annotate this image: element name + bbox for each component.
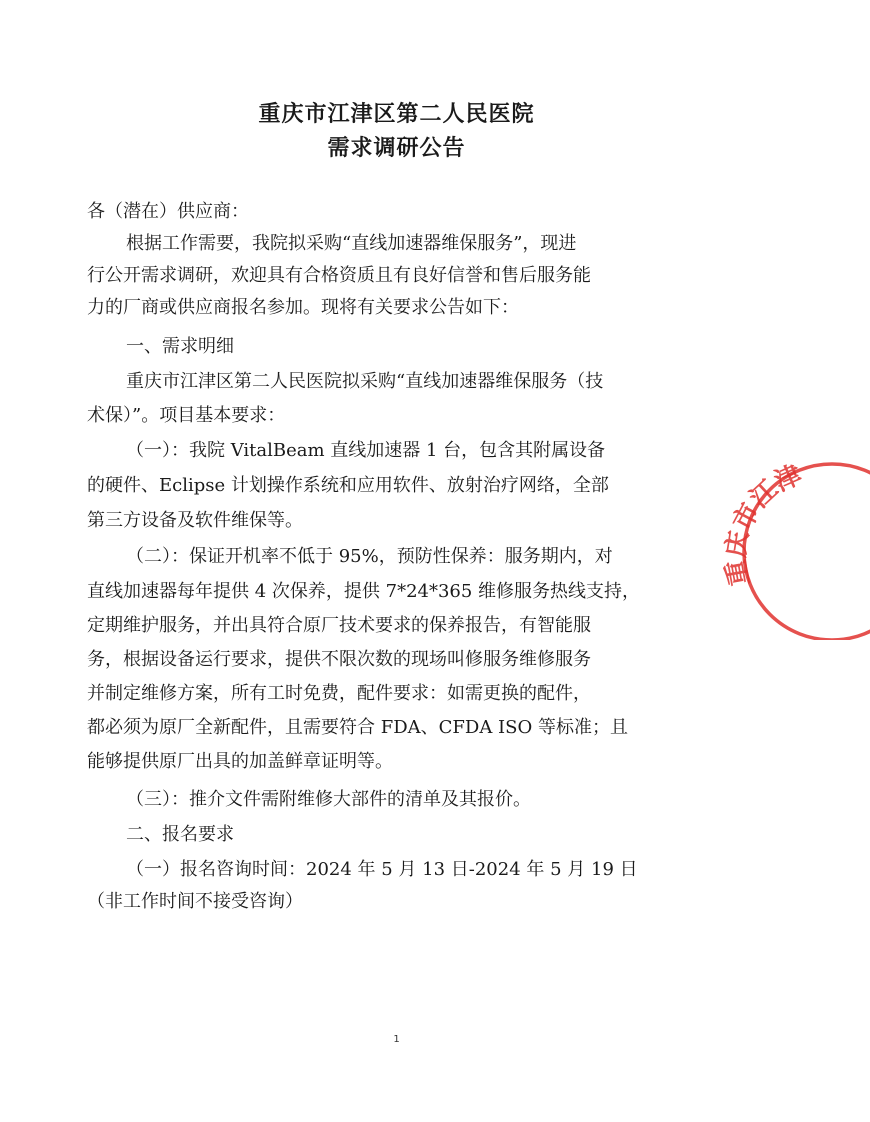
paragraph-line: 定期维护服务，并出具符合原厂技术要求的保养报告，有智能服 — [87, 615, 591, 636]
paragraph-line: 第三方设备及软件维保等。 — [87, 510, 303, 531]
paragraph-line: 术保）”。项目基本要求： — [87, 405, 286, 426]
official-seal-stamp — [720, 440, 870, 640]
paragraph-line: 并制定维修方案，所有工时免费，配件要求：如需更换的配件， — [87, 683, 591, 704]
section-heading: 一、需求明细 — [126, 336, 234, 357]
document-subtitle: 需求调研公告 — [327, 135, 466, 161]
paragraph-line: 直线加速器每年提供 4 次保养，提供 7*24*365 维修服务热线支持， — [87, 581, 641, 602]
paragraph-line: 重庆市江津区第二人民医院拟采购“直线加速器维保服务（技 — [126, 371, 604, 392]
paragraph-line: （一）：我院 VitalBeam 直线加速器 1 台，包含其附属设备 — [126, 440, 606, 461]
document-title: 重庆市江津区第二人民医院 — [258, 101, 535, 127]
paragraph-line: （非工作时间不接受咨询） — [87, 891, 303, 912]
paragraph-line: 根据工作需要，我院拟采购“直线加速器维保服务”，现进 — [126, 233, 577, 254]
paragraph-line: （二）：保证开机率不低于 95%，预防性保养：服务期内，对 — [126, 546, 613, 567]
seal-text: 重庆市江津 — [721, 459, 807, 589]
paragraph-line: 能够提供原厂出具的加盖鲜章证明等。 — [87, 751, 393, 772]
section-heading: 二、报名要求 — [126, 824, 234, 845]
paragraph-line: 务，根据设备运行要求，提供不限次数的现场叫修服务维修服务 — [87, 649, 591, 670]
paragraph-line: 的硬件、Eclipse 计划操作系统和应用软件、放射治疗网络，全部 — [87, 475, 609, 496]
page-number: 1 — [393, 1034, 400, 1045]
paragraph-line: （三）：推介文件需附维修大部件的清单及其报价。 — [126, 789, 531, 810]
salutation: 各（潜在）供应商： — [87, 201, 249, 222]
paragraph-line: 都必须为原厂全新配件，且需要符合 FDA、CFDA ISO 等标准；且 — [87, 717, 628, 738]
paragraph-line: 力的厂商或供应商报名参加。现将有关要求公告如下： — [87, 297, 519, 318]
paragraph-line: （一）报名咨询时间：2024 年 5 月 13 日-2024 年 5 月 19 日 — [126, 859, 638, 880]
paragraph-line: 行公开需求调研，欢迎具有合格资质且有良好信誉和售后服务能 — [87, 265, 591, 286]
svg-text:重庆市江津 — [720, 459, 807, 588]
